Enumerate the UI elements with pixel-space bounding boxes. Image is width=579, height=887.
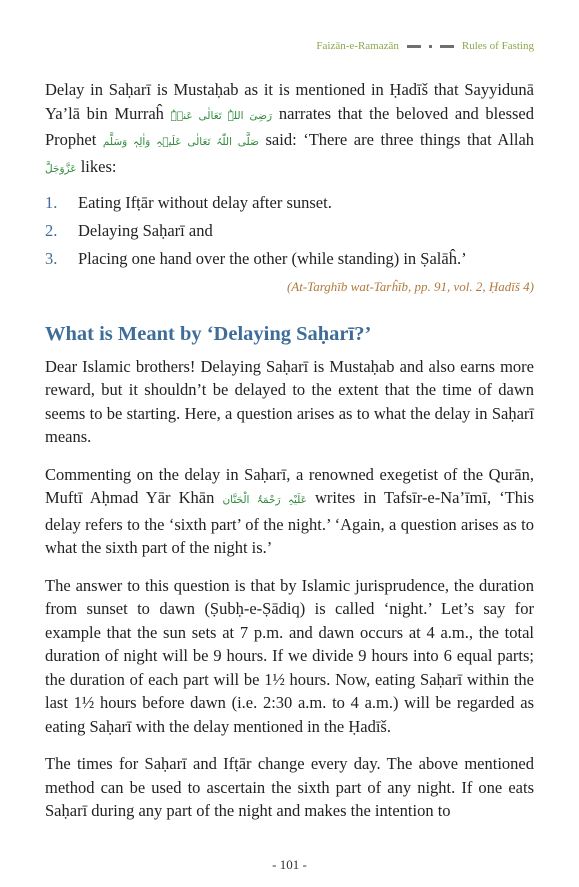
- arabic-honorific: عَزَّوَجَلَّ: [45, 162, 77, 175]
- running-header: [316, 40, 534, 52]
- list-text: Placing one hand over the other (while standing) in Ṣalāĥ.’: [78, 249, 467, 268]
- list-number: 1.: [45, 193, 58, 212]
- list-number: 2.: [45, 221, 58, 240]
- list-text: Delaying Saḥarī and: [78, 221, 213, 240]
- intro-paragraph: [45, 78, 534, 181]
- arabic-honorific: عَلَیْہِ رَحْمَۃُ الْحَنَّان: [222, 494, 307, 506]
- list-item: [45, 219, 534, 242]
- header-dot: [429, 45, 432, 48]
- header-dash: [440, 45, 454, 48]
- intro-text: likes:: [80, 156, 117, 176]
- intro-text: said: ‘There are three things that Allah: [265, 130, 535, 149]
- header-dash: [407, 45, 421, 48]
- list-number: 3.: [45, 249, 58, 268]
- list-text: Eating Ifṭār without delay after sunset.: [78, 193, 332, 212]
- paragraph: [45, 463, 534, 560]
- numbered-list: [45, 191, 534, 270]
- paragraph: The times for Saḥarī and Ifṭār change every day. The above mentioned method can be used to ascertain the sixth part of any night. If one eats Saḥarī during any part of the night and makes the intention to: [45, 754, 534, 820]
- intro-text: Delay in Saḥarī is Mustaḥab as it is mentioned in Ḥadīš that Sayyidunā Ya’lā bin Murraĥ: [45, 80, 534, 123]
- paragraph: Dear Islamic brothers! Delaying Saḥarī is Mustaḥab and also earns more reward, but it shouldn’t be delayed to the extent that the time of dawn seems to be starting. Here, a question arises as to what the delay in Saḥarī means.: [45, 356, 534, 446]
- list-item: [45, 247, 534, 270]
- page-number: - 101 -: [272, 857, 307, 872]
- list-item: [45, 191, 534, 214]
- chapter-title: Rules of Fasting: [461, 40, 534, 52]
- section-heading: What is Meant by ‘Delaying Saḥarī?’: [45, 322, 372, 345]
- arabic-honorific: رَضِیَ اللہُ تَعَالٰی عَنۡہُ: [170, 109, 273, 122]
- paragraph: The answer to this question is that by Islamic jurisprudence, the duration from sunset to dawn (Ṣubḥ-e-Ṣādiq) is called ‘night.’ Let’s say for example that the sun sets at 7 p.m. and dawn occurs at 4 a.m., the total duration of night will be 9 hours. If we divide 9 hours into 6 equal parts; the duration of each part will be 1½ hours. Now, eating Saḥarī within the last 1½ hours before dawn (i.e. 2:30 a.m. to 4 a.m.) will be regarded as eating Saḥarī with the delay mentioned in the Ḥadīš.: [45, 575, 534, 736]
- book-title: Faizān-e-Ramazān: [316, 40, 399, 52]
- citation: (At-Targhīb wat-Tarĥīb, pp. 91, vol. 2, Ḥadīš 4): [286, 279, 534, 294]
- page-body: [45, 78, 534, 837]
- paragraph-text: Commenting on the delay in Saḥarī, a renowned exegetist of the Qurān, Muftī Aḥmad Yār Khān: [45, 464, 534, 507]
- intro-text: narrates that the beloved and blessed Prophet: [45, 103, 535, 149]
- arabic-salutation: صَلَّی اللّٰہُ تَعَالٰی عَلَیۡہِ وَاٰلِہٖ وَسَلَّم: [102, 136, 259, 148]
- paragraph-text: writes in Tafsīr-e-Na’īmī, ‘This delay refers to the ‘sixth part’ of the night.’ ‘Again, a question arises as to what the sixth part of the night is.’: [45, 488, 535, 557]
